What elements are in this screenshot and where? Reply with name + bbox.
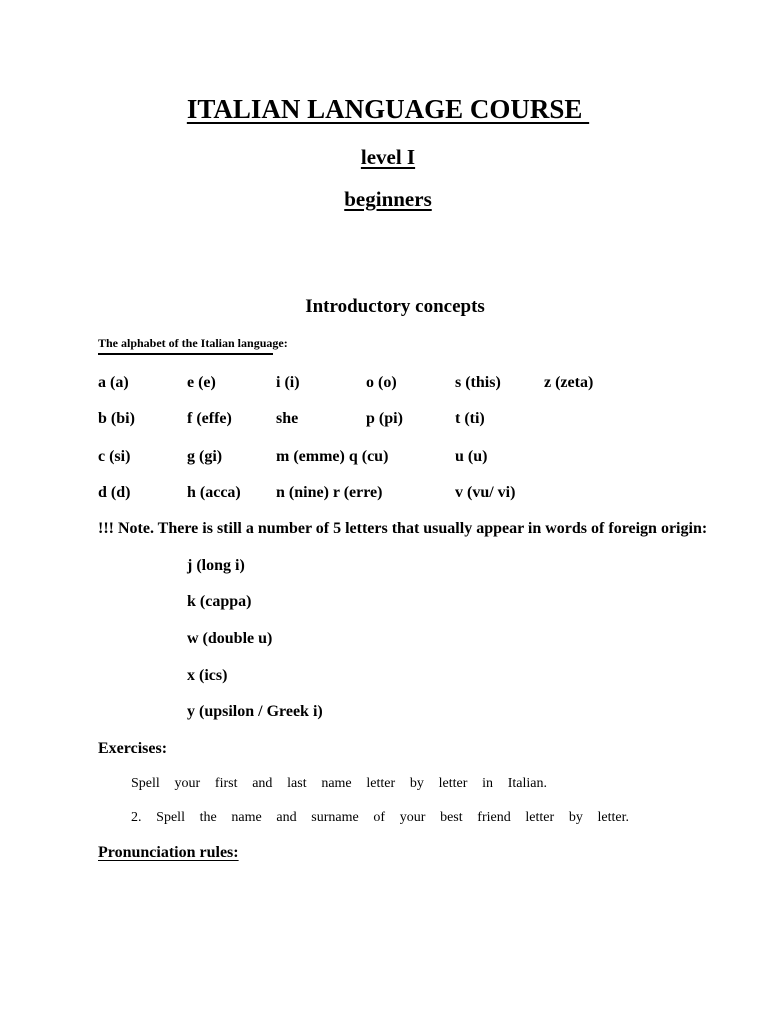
alphabet-letter: h (acca) (187, 484, 241, 501)
exercise-item: 2. Spell the name and surname of your best friend letter by letter. (131, 810, 629, 825)
alphabet-letter: p (pi) (366, 410, 403, 427)
exercises-heading: Exercises: (98, 740, 168, 757)
foreign-letter-item: x (ics) (187, 667, 228, 684)
alphabet-letter: d (d) (98, 484, 131, 501)
alphabet-row (98, 410, 718, 430)
foreign-letter-item: w (double u) (187, 630, 273, 647)
alphabet-label: The alphabet of the Italian language: (98, 336, 288, 350)
alphabet-label-underline (98, 353, 273, 355)
alphabet-letter: o (o) (366, 374, 397, 391)
alphabet-row (98, 374, 718, 394)
course-audience: beginners (344, 187, 432, 211)
foreign-letter-item: j (long i) (187, 557, 245, 574)
alphabet-letter: i (i) (276, 374, 300, 391)
exercise-item: Spell your first and last name letter by letter in Italian. (131, 776, 547, 791)
course-level: level I (360, 145, 416, 169)
alphabet-letter: f (effe) (187, 410, 232, 427)
foreign-letters-note: !!! Note. There is still a number of 5 letters that usually appear in words of foreign origin: (98, 520, 708, 537)
alphabet-letter: b (bi) (98, 410, 135, 427)
alphabet-letter: s (this) (455, 374, 501, 391)
alphabet-letter: e (e) (187, 374, 216, 391)
alphabet-letter: c (si) (98, 448, 131, 465)
foreign-letter-item: k (cappa) (187, 593, 252, 610)
foreign-letter-item: y (upsilon / Greek i) (187, 703, 323, 720)
course-title: ITALIAN LANGUAGE COURSE (186, 94, 590, 124)
alphabet-letter: m (emme) q (cu) (276, 448, 389, 465)
alphabet-letter: v (vu/ vi) (455, 484, 516, 501)
section-heading-introductory-concepts: Introductory concepts (305, 296, 485, 317)
alphabet-letter: a (a) (98, 374, 129, 391)
alphabet-row (98, 448, 718, 468)
alphabet-row (98, 484, 718, 504)
alphabet-letter: g (gi) (187, 448, 223, 465)
alphabet-letter: t (ti) (455, 410, 485, 427)
pronunciation-rules-heading: Pronunciation rules: (98, 844, 239, 861)
alphabet-letter: n (nine) r (erre) (276, 484, 383, 501)
alphabet-letter: she (276, 410, 299, 427)
alphabet-letter: z (zeta) (544, 374, 594, 391)
alphabet-letter: u (u) (455, 448, 488, 465)
